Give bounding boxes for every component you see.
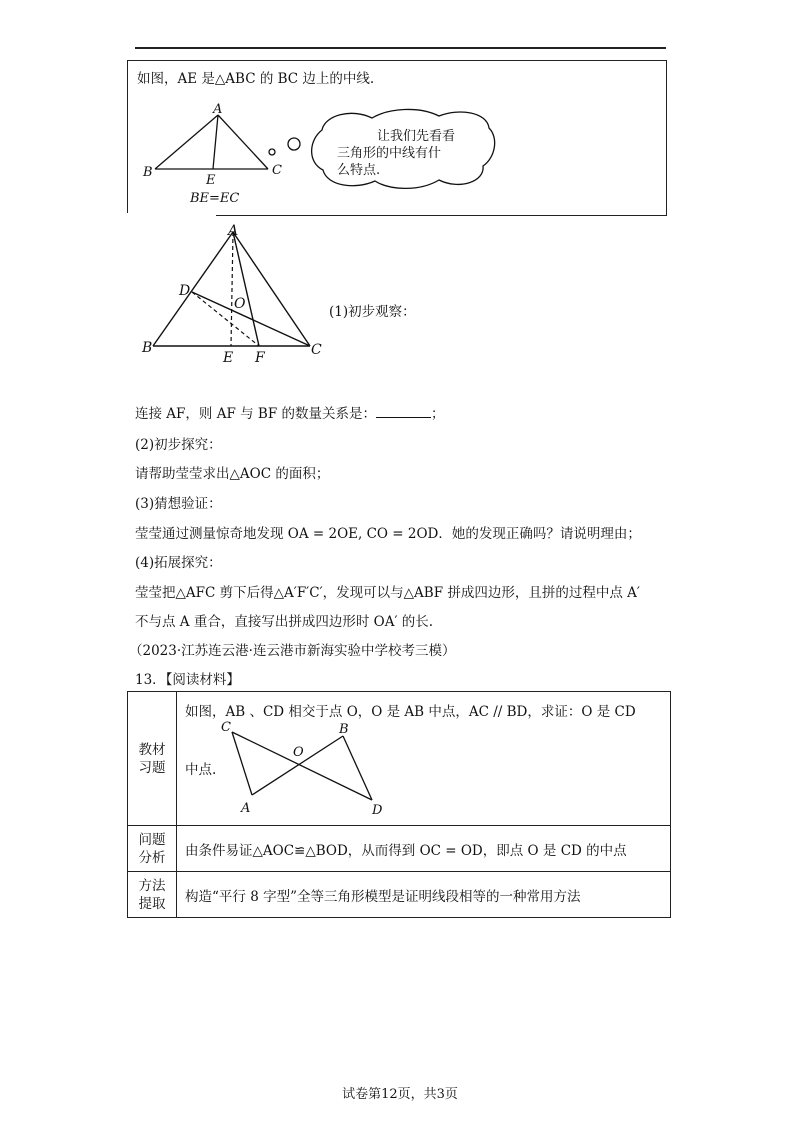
table-row: [128, 692, 671, 826]
median-figure: [127, 60, 667, 216]
median-intro-text: 如图，AE 是△ABC 的 BC 边上的中线.: [137, 71, 375, 87]
bubble-line-3: 么特点.: [337, 163, 381, 178]
centroid-figure: [135, 222, 335, 367]
label-e: E: [223, 350, 234, 366]
answer-blank[interactable]: [376, 405, 431, 418]
row-head-method-extraction: 方法 提取: [128, 872, 177, 918]
row-head-problem-analysis: 问题 分析: [128, 826, 177, 872]
problem-analysis-text: 由条件易证△AOC≌△BOD，从而得到 OC = OD，即点 O 是 CD 的中点: [177, 826, 671, 872]
thought-dot-large: [288, 138, 300, 150]
side-ac: [218, 115, 268, 169]
textbook-exercise-cell: [177, 692, 659, 826]
question-4-title: (4)拓展探究：: [135, 555, 222, 571]
table-row: [128, 872, 671, 918]
segment-ca: [232, 732, 252, 795]
question-13-heading: 13．【阅读材料】: [135, 672, 240, 688]
label-c: C: [272, 163, 282, 178]
label-b: B: [143, 165, 153, 180]
side-ab: [153, 232, 233, 346]
question-4-line-1: 莹莹把△AFC 剪下后得△A′F′C′，发现可以与△ABF 拼成四边形，且拼的过程中点 A′: [135, 585, 640, 601]
median-ae: [213, 115, 218, 169]
exercise-text-end: 中点.: [185, 762, 217, 778]
side-ab: [155, 115, 218, 169]
label-o: O: [234, 296, 246, 312]
header-rule: [135, 47, 666, 49]
page-footer: 试卷第12页，共3页: [342, 1087, 458, 1102]
parallel-eight-figure: [215, 718, 405, 818]
dashed-ae: [231, 232, 233, 346]
label-d: D: [372, 803, 383, 818]
label-b: B: [142, 340, 153, 356]
question-4-line-2: 不与点 A 重合，直接写出拼成四边形时 OA′ 的长.: [135, 614, 434, 630]
question-2-title: (2)初步探究：: [135, 437, 222, 453]
bubble-line-1: 让我们先看看: [377, 129, 456, 144]
label-f: F: [255, 350, 265, 366]
row-head-textbook-exercise: 教材 习题: [128, 692, 177, 826]
segment-cd: [232, 732, 372, 800]
bubble-line-2: 三角形的中线有什: [337, 146, 442, 161]
question-1: 连接 AF，则 AF 与 BF 的数量关系是： ；: [135, 406, 445, 422]
question-3: 莹莹通过测量惊奇地发现 OA = 2OE, CO = 2OD．她的发现正确吗？请说明理由；: [135, 526, 641, 542]
thought-dot-small: [269, 149, 275, 155]
label-a: A: [213, 102, 223, 117]
exercise-text: 如图，AB 、CD 相交于点 O，O 是 AB 中点，AC // BD，求证：O 是 CD: [185, 704, 636, 720]
question-3-title: (3)猜想验证：: [135, 496, 222, 512]
label-a: A: [228, 223, 239, 239]
initial-observation-label: (1)初步观察：: [329, 304, 416, 320]
label-e: E: [206, 173, 216, 188]
question-2: 请帮助莹莹求出△AOC 的面积；: [135, 466, 330, 482]
label-b: B: [339, 722, 349, 737]
label-d: D: [179, 283, 191, 299]
equation-be-ec: BE=EC: [190, 191, 240, 206]
table-row: [128, 826, 671, 872]
reading-material-table: [127, 691, 671, 918]
label-a: A: [241, 801, 251, 816]
segment-bd: [343, 736, 372, 800]
label-c: C: [311, 342, 322, 358]
source-note: （2023·江苏连云港·连云港市新海实验中学校考三模）: [129, 643, 456, 659]
method-extraction-text: 构造“平行 8 字型”全等三角形模型是证明线段相等的一种常用方法: [177, 872, 671, 918]
label-o: O: [293, 745, 304, 760]
label-c: C: [221, 720, 231, 735]
